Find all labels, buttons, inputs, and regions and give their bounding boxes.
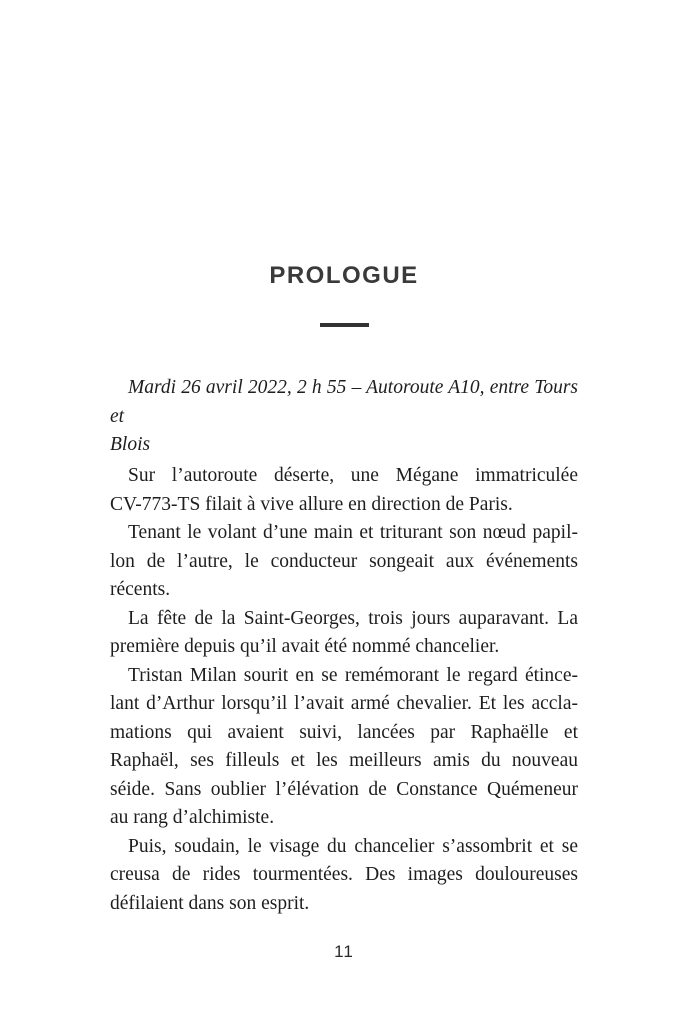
text-line: lant d’Arthur lorsqu’il l’avait armé chevalier. Et les accla- [110, 693, 578, 714]
text-line: mations qui avaient suivi, lancées par Raphaëlle et [110, 721, 578, 743]
text-line: creusa de rides tourmentées. Des images douloureuses [110, 864, 578, 885]
text-line: La fête de la Saint-Georges, trois jours auparavant. La [128, 607, 578, 629]
title-divider [320, 323, 369, 327]
dateline [110, 374, 578, 460]
text-line: première depuis qu’il avait été nommé chancelier. [110, 636, 500, 657]
text-line: Tristan Milan sourit en se remémorant le regard étince- [128, 664, 578, 686]
text-line: récents. [110, 579, 171, 600]
chapter-title: PROLOGUE [269, 262, 419, 289]
text-line: Blois [110, 434, 151, 455]
page-number: 11 [334, 942, 354, 961]
paragraph [110, 462, 578, 519]
text-line: Sur l’autoroute déserte, une Mégane immatriculée [128, 465, 578, 486]
text-line: lon de l’autre, le conducteur songeait aux événements [110, 550, 578, 572]
text-line: Mardi 26 avril 2022, 2 h 55 – Autoroute A10, entre Tours et [110, 377, 578, 427]
text-line: défilaient dans son esprit. [110, 892, 310, 914]
body-text [110, 462, 578, 918]
text-line: Raphaël, ses filleuls et les meilleurs amis du nouveau [110, 750, 578, 771]
text-line: Tenant le volant d’une main et triturant son nœud papil- [128, 522, 578, 543]
text-line: Puis, soudain, le visage du chancelier s’assombrit et se [128, 835, 578, 857]
paragraph [110, 605, 578, 662]
text-line: CV-773-TS filait à vive allure en direction de Paris. [110, 493, 513, 515]
text-line: séide. Sans oublier l’élévation de Constance Quémeneur [110, 778, 578, 800]
paragraph [110, 662, 578, 833]
paragraph [110, 519, 578, 605]
text-line: au rang d’alchimiste. [110, 807, 275, 828]
paragraph [110, 833, 578, 919]
